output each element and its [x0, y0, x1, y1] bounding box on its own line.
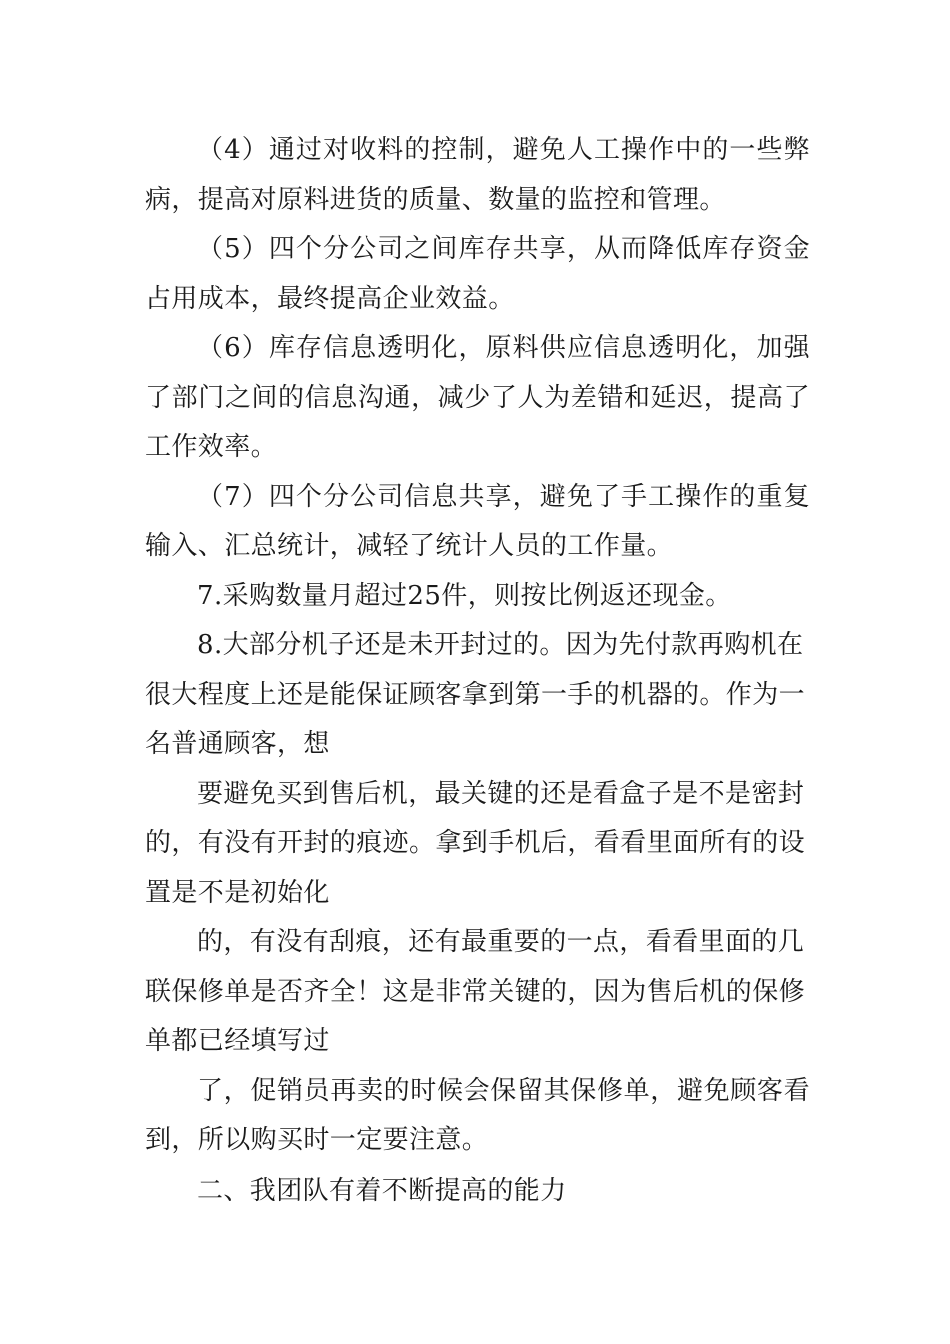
paragraph-continuation-2: 的，有没有刮痕，还有最重要的一点，看看里面的几联保修单是否齐全！这是非常关键的，因为售后机的保修单都已经填写过 — [145, 927, 806, 1056]
paragraph-point-7: 7.采购数量月超过25件，则按比例返还现金。 — [197, 580, 732, 611]
document-body — [145, 126, 810, 1216]
section-heading: 二、我团队有着不断提高的能力 — [197, 1175, 567, 1206]
paragraph-continuation-3: 了，促销员再卖的时候会保留其保修单，避免顾客看到，所以购买时一定要注意。 — [145, 1075, 810, 1155]
paragraph-item-6: （6）库存信息透明化，原料供应信息透明化，加强了部门之间的信息沟通，减少了人为差错和延迟，提高了工作效率。 — [145, 333, 810, 462]
paragraph-item-5: （5）四个分公司之间库存共享，从而降低库存资金占用成本，最终提高企业效益。 — [145, 234, 810, 314]
paragraph-point-8: 8.大部分机子还是未开封过的。因为先付款再购机在很大程度上还是能保证顾客拿到第一手的机器的。作为一名普通顾客，想 — [145, 630, 806, 759]
paragraph-continuation-1: 要避免买到售后机，最关键的还是看盒子是不是密封的，有没有开封的痕迹。拿到手机后，看看里面所有的设置是不是初始化 — [145, 778, 806, 908]
paragraph-item-7: （7）四个分公司信息共享，避免了手工操作的重复输入、汇总统计，减轻了统计人员的工作量。 — [145, 481, 810, 561]
paragraph-item-4: （4）通过对收料的控制，避免人工操作中的一些弊病，提高对原料进货的质量、数量的监控和管理。 — [145, 135, 810, 215]
